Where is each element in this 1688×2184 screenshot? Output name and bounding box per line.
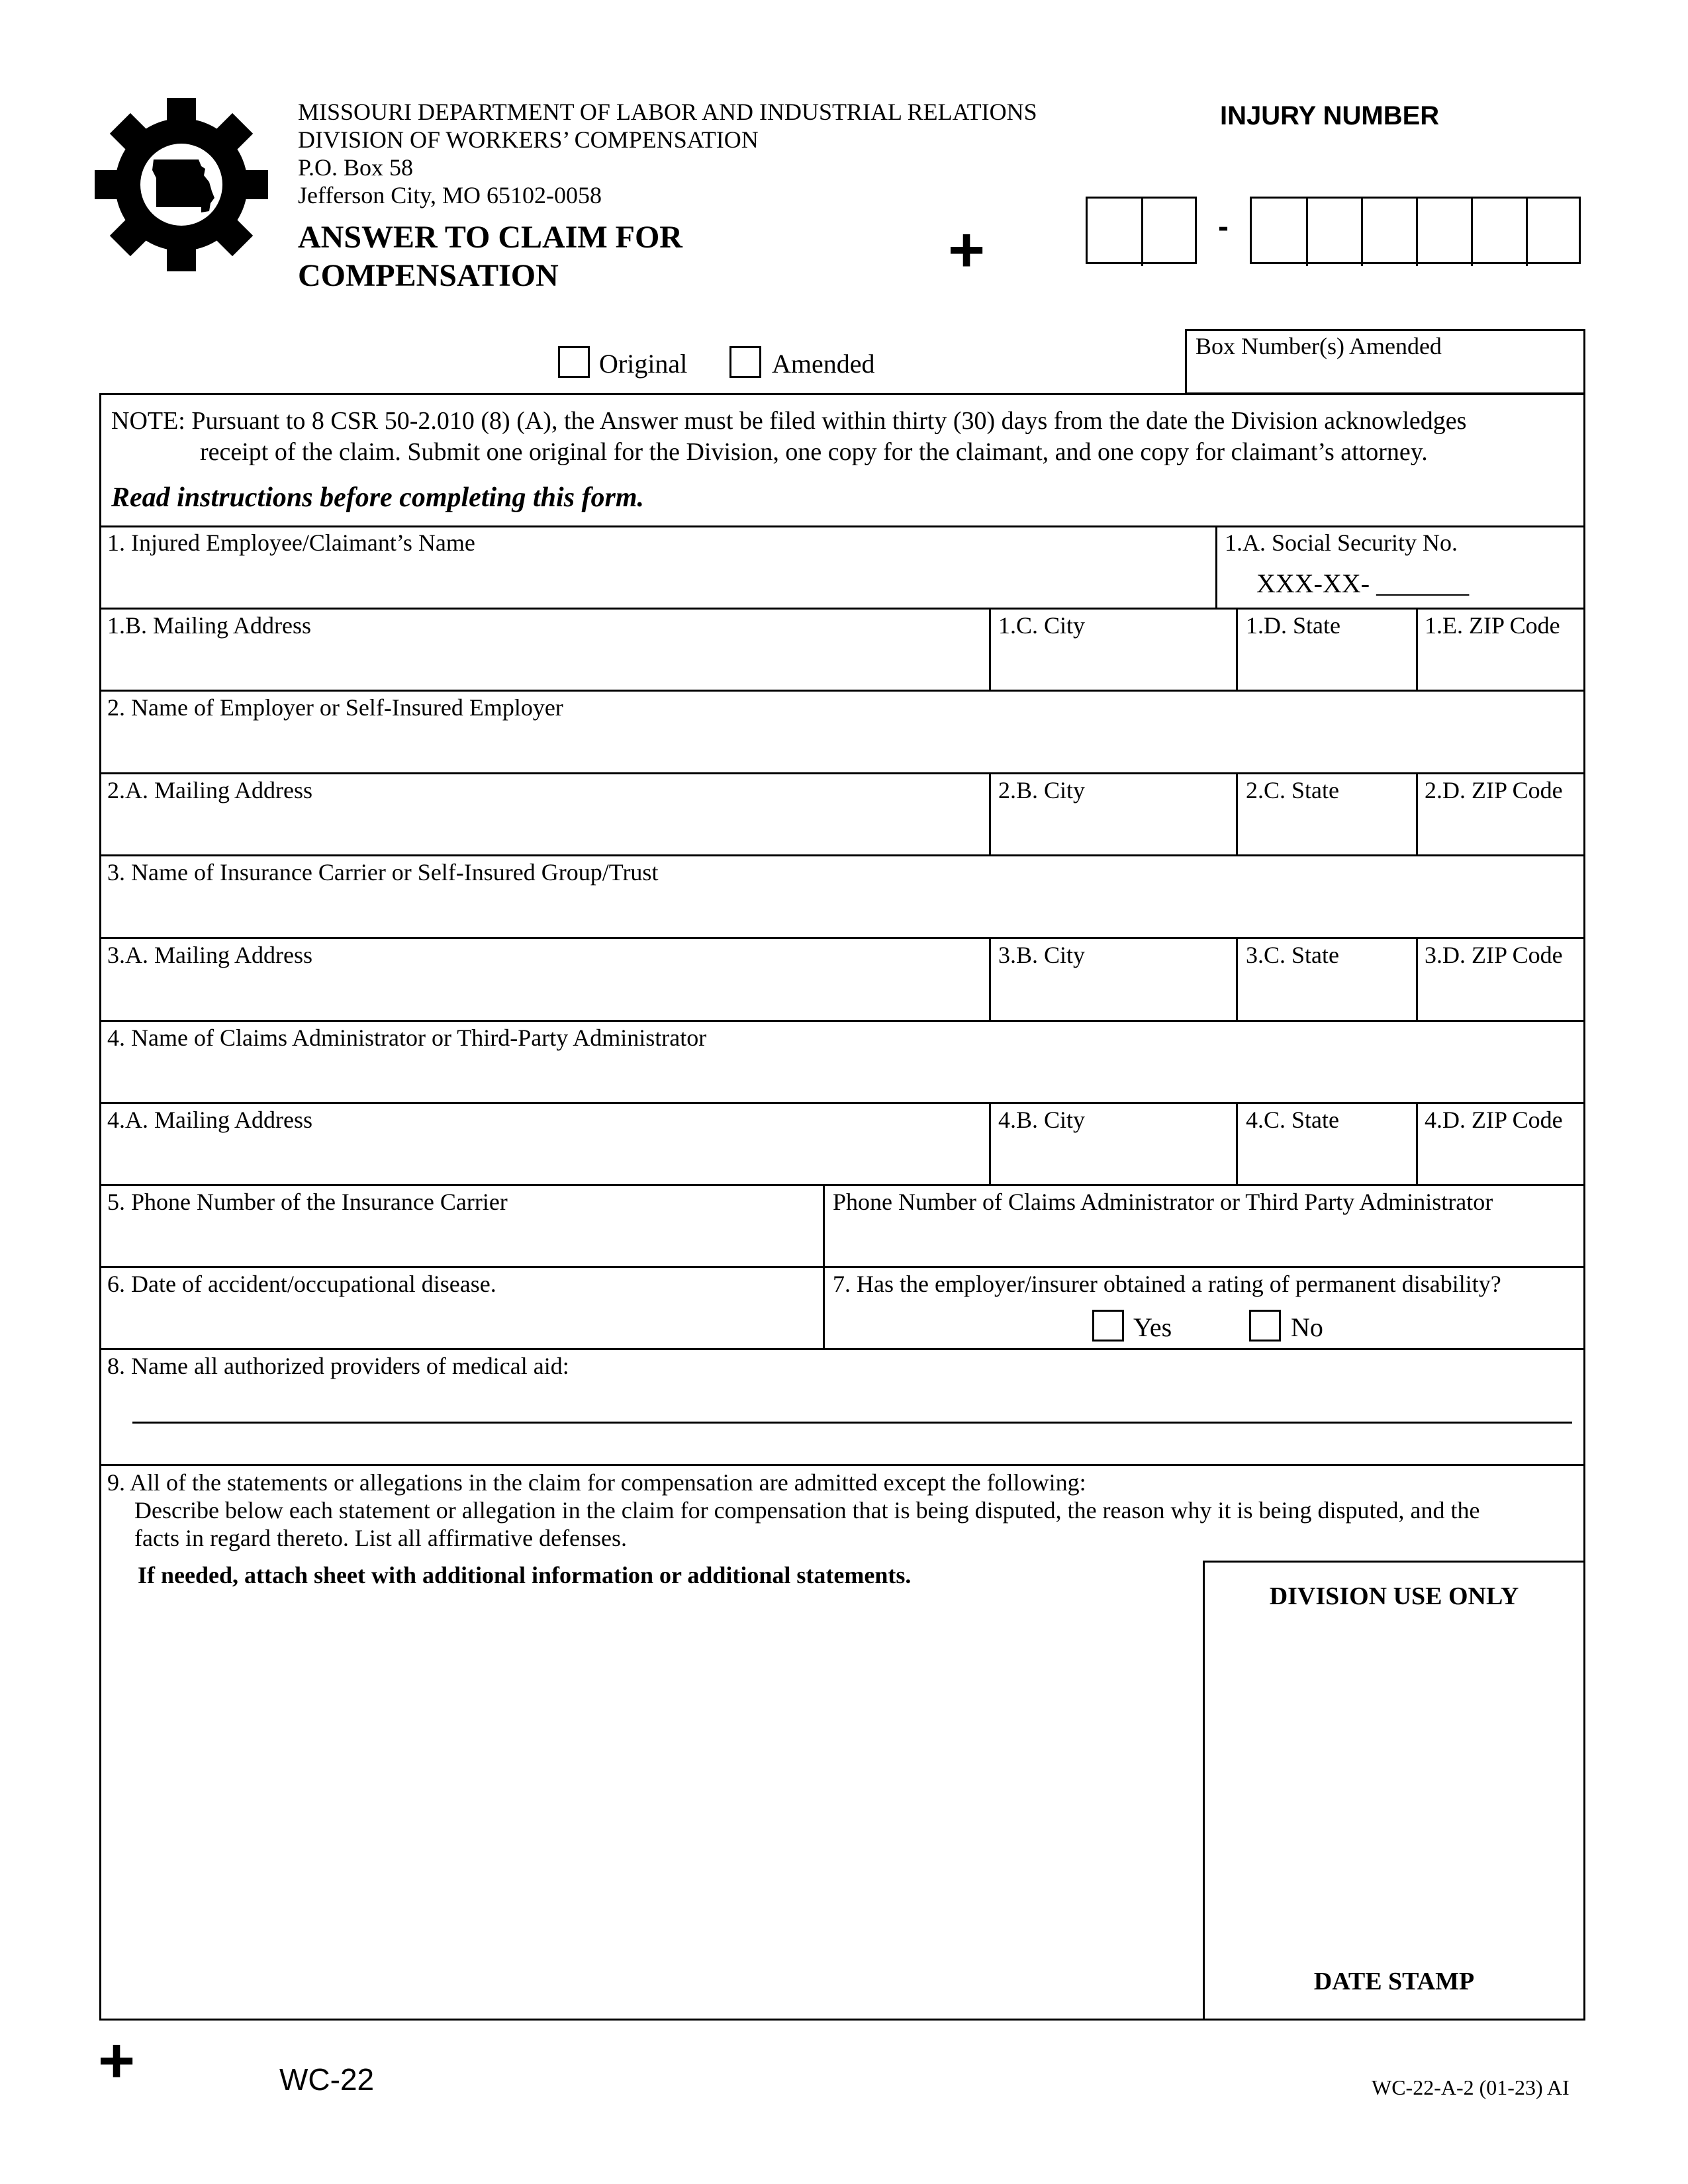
injury-digit-box[interactable]: [1361, 199, 1417, 266]
field-insurer-name[interactable]: 3. Name of Insurance Carrier or Self-Insured Group/Trust: [107, 859, 659, 886]
medical-providers-writing-line: [132, 1422, 1572, 1424]
ssn-mask: XXX-XX- _______: [1256, 569, 1470, 598]
original-checkbox[interactable]: [558, 346, 590, 378]
city-line: Jefferson City, MO 65102-0058: [298, 182, 602, 208]
field-insurer-state[interactable]: 3.C. State: [1246, 942, 1339, 968]
field-employer-address[interactable]: 2.A. Mailing Address: [107, 777, 312, 803]
department-name: MISSOURI DEPARTMENT OF LABOR AND INDUSTRIAL RELATIONS: [298, 99, 1037, 125]
registration-mark-bottom: +: [98, 2025, 136, 2096]
disputed-statements-area[interactable]: [101, 1595, 1200, 2016]
injury-number-prefix-boxes: [1086, 197, 1197, 264]
date-stamp-label: DATE STAMP: [1313, 1968, 1475, 1995]
field-administrator-address[interactable]: 4.A. Mailing Address: [107, 1107, 312, 1133]
field-insurer-city[interactable]: 3.B. City: [998, 942, 1086, 968]
injury-digit-box[interactable]: [1471, 199, 1526, 266]
field-administrator-state[interactable]: 4.C. State: [1246, 1107, 1339, 1133]
division-use-only-label: DIVISION USE ONLY: [1269, 1582, 1519, 1610]
field-employer-zip[interactable]: 2.D. ZIP Code: [1425, 777, 1563, 803]
amended-label: Amended: [772, 349, 875, 379]
disputed-statements-instructions: Describe below each statement or allegation in the claim for compensation that is being disputed, the reason why it is being disputed, and the: [134, 1497, 1480, 1524]
field-administrator-phone[interactable]: Phone Number of Claims Administrator or Third Party Administrator: [833, 1189, 1493, 1215]
disputed-statements-instructions-2: facts in regard thereto. List all affirmative defenses.: [134, 1525, 628, 1551]
field-medical-providers[interactable]: 8. Name all authorized providers of medical aid:: [107, 1353, 569, 1379]
disability-yes-label: Yes: [1133, 1312, 1172, 1342]
field-insurer-phone[interactable]: 5. Phone Number of the Insurance Carrier: [107, 1189, 508, 1215]
injury-digit-box[interactable]: [1526, 199, 1581, 266]
injury-number-suffix-boxes: [1250, 197, 1581, 264]
field-claimant-city[interactable]: 1.C. City: [998, 612, 1086, 639]
division-name: DIVISION OF WORKERS’ COMPENSATION: [298, 126, 759, 153]
box-numbers-amended-label: Box Number(s) Amended: [1196, 333, 1442, 359]
original-label: Original: [599, 349, 688, 379]
disputed-statements-heading: 9. All of the statements or allegations in the claim for compensation are admitted except the following:: [107, 1469, 1086, 1496]
injury-dash: -: [1218, 209, 1229, 244]
field-employer-city[interactable]: 2.B. City: [998, 777, 1086, 803]
amended-checkbox[interactable]: [729, 346, 761, 378]
injury-digit-box[interactable]: [1306, 199, 1362, 266]
form-title-line2: COMPENSATION: [298, 258, 559, 293]
note-line1: NOTE: Pursuant to 8 CSR 50-2.010 (8) (A), the Answer must be filed within thirty (30) days from the date the Division acknowledges: [111, 407, 1467, 435]
disability-no-label: No: [1291, 1312, 1323, 1342]
injury-digit-box[interactable]: [1088, 199, 1143, 266]
note-line2: receipt of the claim. Submit one original for the Division, one copy for the claimant, and one copy for claimant’s attorney.: [200, 438, 1428, 466]
field-accident-date[interactable]: 6. Date of accident/occupational disease.: [107, 1271, 496, 1297]
field-employer-state[interactable]: 2.C. State: [1246, 777, 1339, 803]
field-claimant-address[interactable]: 1.B. Mailing Address: [107, 612, 312, 639]
field-administrator-zip[interactable]: 4.D. ZIP Code: [1425, 1107, 1563, 1133]
form-title-line1: ANSWER TO CLAIM FOR: [298, 220, 682, 255]
injury-digit-box[interactable]: [1141, 199, 1197, 266]
field-claimant-zip[interactable]: 1.E. ZIP Code: [1425, 612, 1560, 639]
disability-rating-question: 7. Has the employer/insurer obtained a rating of permanent disability?: [833, 1271, 1501, 1297]
field-claimant-state[interactable]: 1.D. State: [1246, 612, 1340, 639]
field-administrator-name[interactable]: 4. Name of Claims Administrator or Third-Party Administrator: [107, 1024, 707, 1051]
injury-digit-box[interactable]: [1252, 199, 1307, 266]
disability-no-checkbox[interactable]: [1249, 1310, 1281, 1342]
note-instruction: Read instructions before completing this form.: [111, 482, 645, 513]
registration-mark-top: +: [948, 214, 986, 285]
field-administrator-city[interactable]: 4.B. City: [998, 1107, 1086, 1133]
form-id: WC-22: [279, 2062, 375, 2097]
field-insurer-zip[interactable]: 3.D. ZIP Code: [1425, 942, 1563, 968]
field-insurer-address[interactable]: 3.A. Mailing Address: [107, 942, 312, 968]
field-ssn[interactable]: 1.A. Social Security No.: [1225, 529, 1458, 556]
field-employer-name[interactable]: 2. Name of Employer or Self-Insured Employer: [107, 694, 563, 721]
attach-sheet-note: If needed, attach sheet with additional information or additional statements.: [138, 1562, 912, 1588]
field-claimant-name[interactable]: 1. Injured Employee/Claimant’s Name: [107, 529, 475, 556]
injury-number-label: INJURY NUMBER: [1220, 101, 1440, 130]
form-code: WC-22-A-2 (01-23) AI: [1372, 2075, 1570, 2099]
po-box: P.O. Box 58: [298, 154, 414, 181]
gear-logo-icon: [95, 98, 268, 271]
injury-digit-box[interactable]: [1416, 199, 1472, 266]
disability-yes-checkbox[interactable]: [1092, 1310, 1124, 1342]
